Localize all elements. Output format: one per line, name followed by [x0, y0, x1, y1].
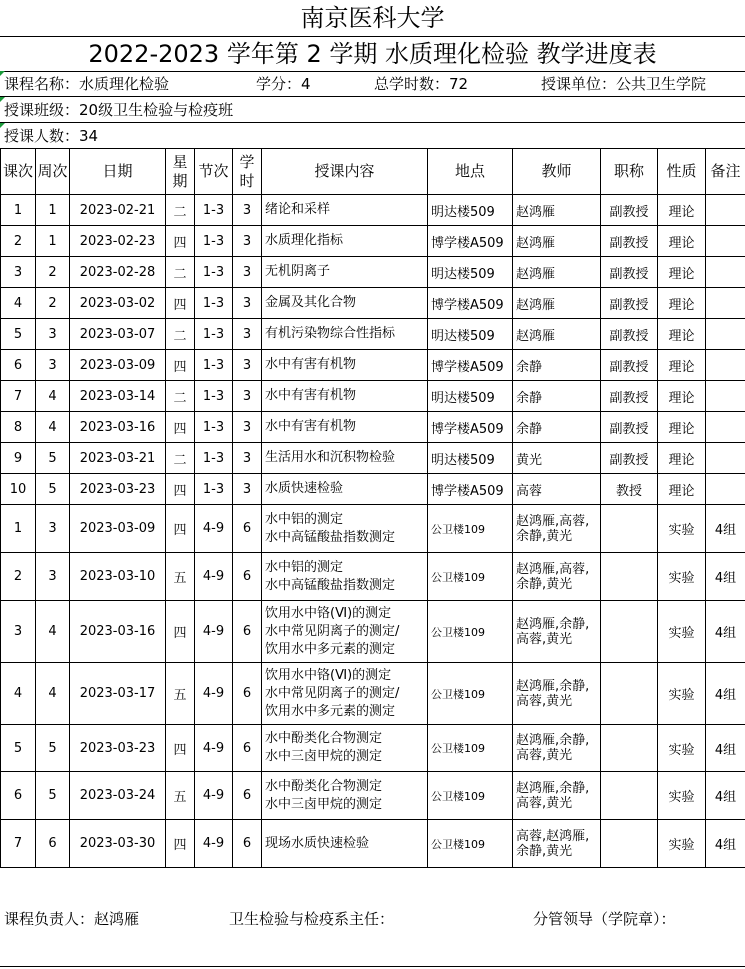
cell-week: 2 [36, 257, 70, 288]
cell-date: 2023-03-09 [70, 350, 166, 381]
cell-week: 5 [36, 443, 70, 474]
cell-week: 3 [36, 553, 70, 601]
cell-teacher: 赵鸿雁,高蓉, 余静,黄光 [513, 505, 601, 553]
cell-title: 副教授 [601, 195, 658, 226]
cell-week: 3 [36, 350, 70, 381]
cell-hours: 3 [233, 226, 262, 257]
cell-weekday: 四 [166, 601, 195, 663]
cell-section: 4-9 [195, 505, 233, 553]
cell-teacher: 赵鸿雁,高蓉, 余静,黄光 [513, 553, 601, 601]
cell-lesson: 6 [1, 772, 36, 820]
header-content: 授课内容 [262, 149, 428, 195]
cell-location: 博学楼A509 [428, 350, 513, 381]
cell-type: 实验 [658, 553, 706, 601]
students-info-row [0, 123, 745, 148]
cell-location: 明达楼509 [428, 195, 513, 226]
cell-week: 4 [36, 663, 70, 725]
cell-teacher: 赵鸿雁,余静, 高蓉,黄光 [513, 663, 601, 725]
cell-week: 1 [36, 195, 70, 226]
cell-date: 2023-03-09 [70, 505, 166, 553]
header-hours: 学时 [233, 149, 262, 195]
cell-type: 理论 [658, 474, 706, 505]
header-teacher: 教师 [513, 149, 601, 195]
cell-hours: 3 [233, 474, 262, 505]
cell-type: 实验 [658, 725, 706, 772]
cell-week: 4 [36, 412, 70, 443]
cell-teacher: 高蓉,赵鸿雁, 余静,黄光 [513, 820, 601, 868]
cell-content: 水中有害有机物 [262, 350, 428, 381]
cell-note: 4组 [706, 772, 745, 820]
table-row [1, 553, 745, 601]
cell-week: 4 [36, 601, 70, 663]
table-header-row [1, 149, 745, 195]
cell-type: 实验 [658, 601, 706, 663]
header-weekday: 星期 [166, 149, 195, 195]
cell-title [601, 553, 658, 601]
cell-location: 明达楼509 [428, 443, 513, 474]
cell-date: 2023-03-10 [70, 553, 166, 601]
cell-week: 3 [36, 505, 70, 553]
header-date: 日期 [70, 149, 166, 195]
cell-weekday: 四 [166, 226, 195, 257]
cell-lesson: 7 [1, 820, 36, 868]
bottom-divider [0, 966, 745, 967]
cell-location: 公卫楼109 [428, 820, 513, 868]
cell-weekday: 四 [166, 350, 195, 381]
cell-note [706, 319, 745, 350]
cell-hours: 6 [233, 601, 262, 663]
cell-weekday: 四 [166, 412, 195, 443]
cell-note [706, 381, 745, 412]
cell-type: 理论 [658, 350, 706, 381]
cell-lesson: 10 [1, 474, 36, 505]
cell-week: 5 [36, 772, 70, 820]
cell-week: 3 [36, 319, 70, 350]
cell-content: 绪论和采样 [262, 195, 428, 226]
table-row [1, 663, 745, 725]
cell-hours: 3 [233, 412, 262, 443]
page-title: 2022-2023 学年第 2 学期 水质理化检验 教学进度表 [0, 36, 745, 72]
cell-hours: 3 [233, 443, 262, 474]
cell-title [601, 505, 658, 553]
table-row [1, 381, 745, 412]
cell-content: 水中有害有机物 [262, 381, 428, 412]
cell-title [601, 820, 658, 868]
cell-weekday: 四 [166, 725, 195, 772]
cell-title: 副教授 [601, 226, 658, 257]
cell-weekday: 四 [166, 474, 195, 505]
class-info-row [0, 97, 745, 123]
cell-weekday: 五 [166, 553, 195, 601]
cell-location: 明达楼509 [428, 257, 513, 288]
cell-note: 4组 [706, 601, 745, 663]
cell-teacher: 赵鸿雁 [513, 288, 601, 319]
cell-hours: 3 [233, 257, 262, 288]
header-title: 职称 [601, 149, 658, 195]
cell-teacher: 赵鸿雁 [513, 195, 601, 226]
cell-note [706, 195, 745, 226]
header-note: 备注 [706, 149, 745, 195]
cell-lesson: 5 [1, 725, 36, 772]
table-row [1, 257, 745, 288]
cell-title [601, 772, 658, 820]
cell-section: 4-9 [195, 820, 233, 868]
cell-note [706, 412, 745, 443]
cell-note [706, 474, 745, 505]
cell-hours: 6 [233, 772, 262, 820]
cell-date: 2023-03-16 [70, 601, 166, 663]
cell-lesson: 1 [1, 195, 36, 226]
cell-title: 教授 [601, 474, 658, 505]
total-hours: 总学时数：72 [374, 75, 469, 93]
table-row [1, 319, 745, 350]
cell-type: 理论 [658, 381, 706, 412]
table-body [1, 195, 745, 868]
cell-week: 5 [36, 474, 70, 505]
cell-title [601, 663, 658, 725]
department-head: 卫生检验与检疫系主任： [229, 910, 395, 928]
header-lesson: 课次 [1, 149, 36, 195]
cell-note: 4组 [706, 725, 745, 772]
cell-note [706, 288, 745, 319]
cell-location: 明达楼509 [428, 319, 513, 350]
cell-date: 2023-03-16 [70, 412, 166, 443]
cell-type: 理论 [658, 319, 706, 350]
table-row [1, 601, 745, 663]
signature-footer [0, 906, 745, 932]
cell-teacher: 黄光 [513, 443, 601, 474]
cell-date: 2023-03-14 [70, 381, 166, 412]
cell-section: 4-9 [195, 772, 233, 820]
table-row [1, 820, 745, 868]
cell-teacher: 赵鸿雁 [513, 319, 601, 350]
cell-section: 1-3 [195, 474, 233, 505]
university-name: 南京医科大学 [300, 4, 445, 32]
cell-content: 有机污染物综合性指标 [262, 319, 428, 350]
cell-teacher: 高蓉 [513, 474, 601, 505]
cell-section: 1-3 [195, 226, 233, 257]
cell-date: 2023-03-24 [70, 772, 166, 820]
cell-lesson: 2 [1, 553, 36, 601]
cell-location: 公卫楼109 [428, 772, 513, 820]
cell-weekday: 二 [166, 319, 195, 350]
cell-teacher: 余静 [513, 412, 601, 443]
credits: 学分：4 [256, 75, 311, 93]
cell-weekday: 四 [166, 288, 195, 319]
cell-teacher: 余静 [513, 350, 601, 381]
cell-week: 6 [36, 820, 70, 868]
cell-type: 理论 [658, 412, 706, 443]
cell-date: 2023-03-07 [70, 319, 166, 350]
cell-section: 1-3 [195, 443, 233, 474]
cell-note [706, 257, 745, 288]
cell-location: 博学楼A509 [428, 412, 513, 443]
cell-note: 4组 [706, 663, 745, 725]
table-row [1, 772, 745, 820]
cell-type: 实验 [658, 772, 706, 820]
cell-note: 4组 [706, 505, 745, 553]
student-count: 授课人数：34 [4, 127, 99, 145]
cell-date: 2023-02-21 [70, 195, 166, 226]
header-type: 性质 [658, 149, 706, 195]
cell-lesson: 3 [1, 257, 36, 288]
cell-date: 2023-03-23 [70, 725, 166, 772]
cell-title: 副教授 [601, 443, 658, 474]
table-row [1, 350, 745, 381]
cell-type: 实验 [658, 663, 706, 725]
cell-note: 4组 [706, 820, 745, 868]
cell-section: 4-9 [195, 663, 233, 725]
cell-weekday: 五 [166, 663, 195, 725]
cell-hours: 6 [233, 553, 262, 601]
cell-hours: 3 [233, 319, 262, 350]
teaching-unit: 授课单位：公共卫生学院 [541, 75, 707, 93]
cell-location: 博学楼A509 [428, 288, 513, 319]
cell-note [706, 350, 745, 381]
cell-section: 1-3 [195, 288, 233, 319]
cell-hours: 6 [233, 505, 262, 553]
cell-type: 理论 [658, 257, 706, 288]
cell-content: 水质快速检验 [262, 474, 428, 505]
cell-hours: 6 [233, 663, 262, 725]
cell-title: 副教授 [601, 350, 658, 381]
cell-type: 实验 [658, 820, 706, 868]
cell-title: 副教授 [601, 288, 658, 319]
cell-teacher: 赵鸿雁,余静, 高蓉,黄光 [513, 725, 601, 772]
cell-lesson: 6 [1, 350, 36, 381]
course-leader: 课程负责人：赵鸿雁 [4, 910, 140, 928]
cell-hours: 3 [233, 288, 262, 319]
cell-location: 公卫楼109 [428, 553, 513, 601]
cell-weekday: 四 [166, 505, 195, 553]
cell-date: 2023-03-30 [70, 820, 166, 868]
cell-content: 水质理化指标 [262, 226, 428, 257]
cell-lesson: 9 [1, 443, 36, 474]
cell-content: 饮用水中铬(Ⅵ)的测定 水中常见阴离子的测定/ 饮用水中多元素的测定 [262, 601, 428, 663]
table-row [1, 226, 745, 257]
cell-teacher: 余静 [513, 381, 601, 412]
header-location: 地点 [428, 149, 513, 195]
schedule-table [0, 148, 745, 868]
table-row [1, 288, 745, 319]
table-row [1, 474, 745, 505]
cell-content: 水中铝的测定 水中高锰酸盐指数测定 [262, 505, 428, 553]
cell-section: 1-3 [195, 412, 233, 443]
cell-date: 2023-03-21 [70, 443, 166, 474]
cell-content: 水中酚类化合物测定 水中三卤甲烷的测定 [262, 725, 428, 772]
cell-date: 2023-03-17 [70, 663, 166, 725]
cell-weekday: 二 [166, 443, 195, 474]
cell-title [601, 725, 658, 772]
table-row [1, 725, 745, 772]
cell-lesson: 5 [1, 319, 36, 350]
cell-note [706, 443, 745, 474]
cell-hours: 3 [233, 381, 262, 412]
cell-teacher: 赵鸿雁 [513, 257, 601, 288]
cell-content: 水中酚类化合物测定 水中三卤甲烷的测定 [262, 772, 428, 820]
cell-content: 无机阴离子 [262, 257, 428, 288]
cell-lesson: 4 [1, 288, 36, 319]
cell-section: 4-9 [195, 553, 233, 601]
cell-location: 公卫楼109 [428, 725, 513, 772]
cell-note: 4组 [706, 553, 745, 601]
cell-hours: 3 [233, 350, 262, 381]
cell-content: 现场水质快速检验 [262, 820, 428, 868]
cell-content: 饮用水中铬(Ⅵ)的测定 水中常见阴离子的测定/ 饮用水中多元素的测定 [262, 663, 428, 725]
cell-type: 理论 [658, 195, 706, 226]
cell-section: 1-3 [195, 350, 233, 381]
cell-lesson: 7 [1, 381, 36, 412]
cell-note [706, 226, 745, 257]
cell-title: 副教授 [601, 412, 658, 443]
cell-lesson: 2 [1, 226, 36, 257]
cell-content: 生活用水和沉积物检验 [262, 443, 428, 474]
cell-location: 博学楼A509 [428, 474, 513, 505]
cell-location: 博学楼A509 [428, 226, 513, 257]
cell-date: 2023-03-02 [70, 288, 166, 319]
cell-type: 理论 [658, 288, 706, 319]
cell-content: 水中铝的测定 水中高锰酸盐指数测定 [262, 553, 428, 601]
cell-teacher: 赵鸿雁,余静, 高蓉,黄光 [513, 601, 601, 663]
course-info-row [0, 71, 745, 97]
cell-date: 2023-02-23 [70, 226, 166, 257]
header-section: 节次 [195, 149, 233, 195]
cell-weekday: 二 [166, 381, 195, 412]
cell-section: 1-3 [195, 195, 233, 226]
cell-lesson: 1 [1, 505, 36, 553]
cell-lesson: 3 [1, 601, 36, 663]
table-row [1, 195, 745, 226]
cell-section: 4-9 [195, 725, 233, 772]
cell-location: 明达楼509 [428, 381, 513, 412]
cell-hours: 6 [233, 820, 262, 868]
class-name: 授课班级：20级卫生检验与检疫班 [4, 101, 234, 119]
cell-content: 水中有害有机物 [262, 412, 428, 443]
cell-section: 1-3 [195, 257, 233, 288]
cell-type: 理论 [658, 226, 706, 257]
table-row [1, 505, 745, 553]
cell-lesson: 4 [1, 663, 36, 725]
cell-type: 实验 [658, 505, 706, 553]
cell-week: 1 [36, 226, 70, 257]
cell-weekday: 二 [166, 195, 195, 226]
cell-teacher: 赵鸿雁,余静, 高蓉,黄光 [513, 772, 601, 820]
cell-location: 公卫楼109 [428, 505, 513, 553]
cell-week: 2 [36, 288, 70, 319]
cell-title [601, 601, 658, 663]
cell-location: 公卫楼109 [428, 601, 513, 663]
cell-title: 副教授 [601, 257, 658, 288]
leadership-seal: 分管领导（学院章）： [533, 910, 676, 928]
cell-week: 4 [36, 381, 70, 412]
cell-content: 金属及其化合物 [262, 288, 428, 319]
cell-week: 5 [36, 725, 70, 772]
cell-section: 1-3 [195, 381, 233, 412]
course-name: 课程名称：水质理化检验 [4, 75, 170, 93]
cell-title: 副教授 [601, 381, 658, 412]
cell-teacher: 赵鸿雁 [513, 226, 601, 257]
cell-date: 2023-03-23 [70, 474, 166, 505]
cell-weekday: 五 [166, 772, 195, 820]
cell-location: 公卫楼109 [428, 663, 513, 725]
cell-title: 副教授 [601, 319, 658, 350]
table-row [1, 412, 745, 443]
cell-hours: 3 [233, 195, 262, 226]
cell-section: 1-3 [195, 319, 233, 350]
cell-weekday: 四 [166, 820, 195, 868]
cell-weekday: 二 [166, 257, 195, 288]
cell-hours: 6 [233, 725, 262, 772]
table-row [1, 443, 745, 474]
cell-type: 理论 [658, 443, 706, 474]
header-week: 周次 [36, 149, 70, 195]
cell-date: 2023-02-28 [70, 257, 166, 288]
cell-lesson: 8 [1, 412, 36, 443]
cell-section: 4-9 [195, 601, 233, 663]
